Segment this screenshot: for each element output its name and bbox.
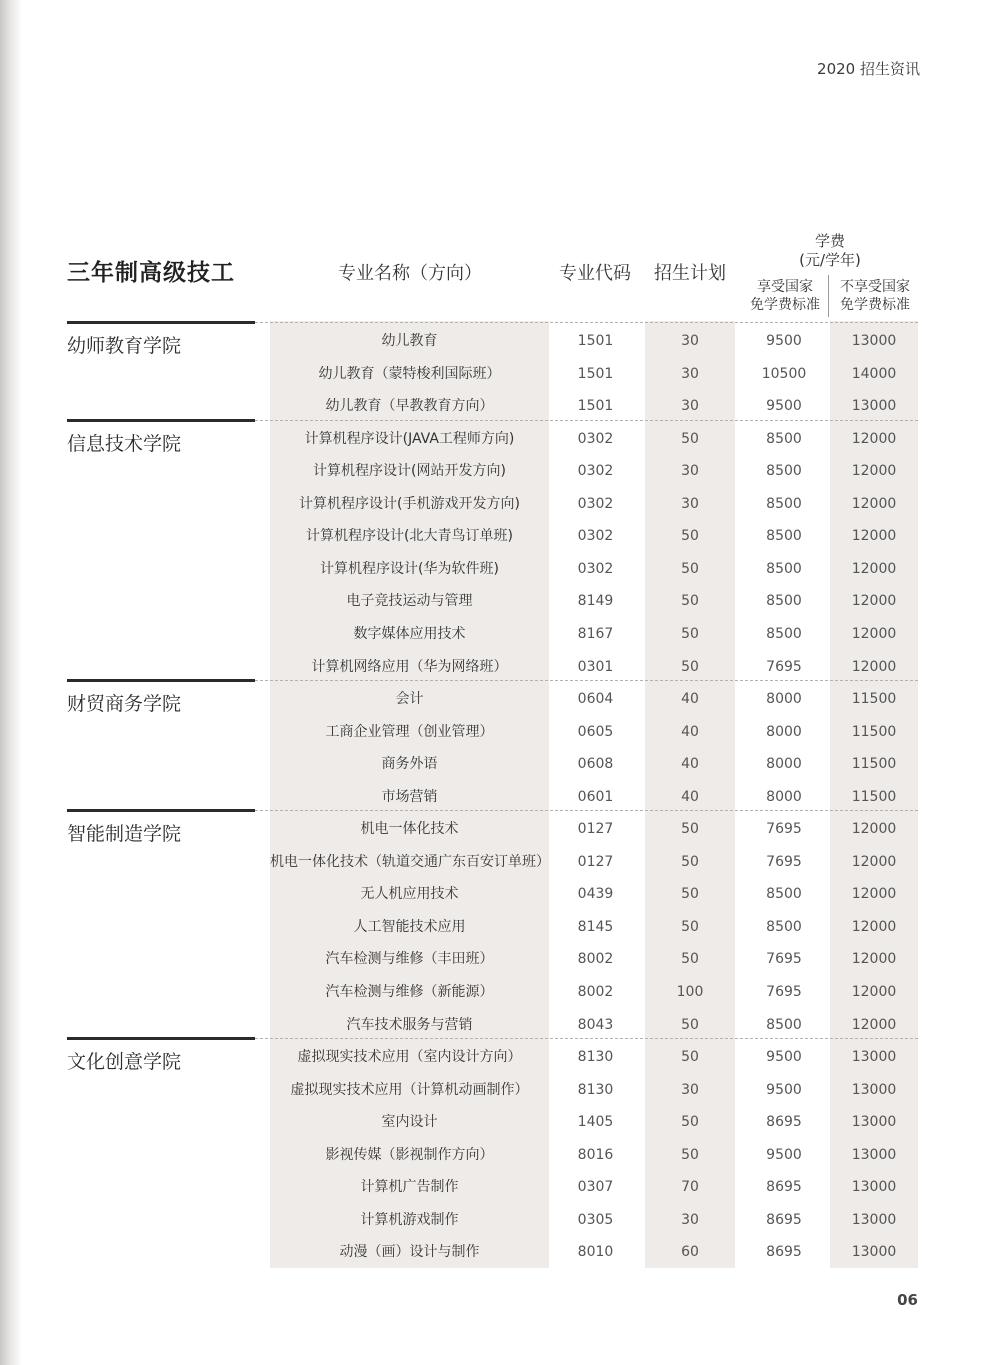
table-row — [270, 748, 918, 780]
department-dashed-rule — [255, 420, 918, 421]
major-code-cell: 0302 — [577, 430, 614, 447]
fee-enjoy-cell: 8500 — [766, 560, 802, 577]
major-code-cell: 8145 — [577, 918, 614, 935]
column-header-name: 专业名称（方向） — [338, 263, 482, 284]
table-row — [270, 325, 918, 357]
fee-enjoy-line1: 享受国家 — [757, 279, 813, 295]
enrollment-plan-cell: 40 — [681, 691, 699, 708]
enrollment-plan-cell: 50 — [681, 951, 699, 968]
department-name: 智能制造学院 — [67, 823, 182, 846]
fee-enjoy-cell: 8695 — [766, 1179, 802, 1196]
column-header-code: 专业代码 — [559, 263, 631, 284]
major-name-cell: 计算机程序设计(华为软件班) — [320, 560, 499, 577]
major-name-cell: 虚拟现实技术应用（计算机动画制作） — [290, 1081, 529, 1098]
fee-not-cell: 12000 — [851, 951, 897, 968]
fee-enjoy-cell: 8000 — [766, 723, 802, 740]
fee-not-cell: 12000 — [851, 918, 897, 935]
enrollment-plan-cell: 30 — [681, 463, 699, 480]
major-name-cell: 市场营销 — [381, 788, 438, 805]
major-code-cell: 0302 — [577, 463, 614, 480]
major-code-cell: 0307 — [577, 1179, 614, 1196]
major-name-cell: 汽车技术服务与营销 — [346, 1016, 473, 1033]
fee-not-cell: 11500 — [851, 691, 897, 708]
enrollment-plan-cell: 30 — [681, 1211, 699, 1228]
enrollment-plan-cell: 50 — [681, 1049, 699, 1066]
department-divider — [67, 1037, 255, 1040]
fee-enjoy-line2: 免学费标准 — [750, 297, 820, 313]
column-header-plan: 招生计划 — [654, 263, 726, 284]
fee-not-cell: 11500 — [851, 788, 897, 805]
major-code-cell: 8002 — [577, 984, 614, 1000]
running-header: 2020 招生资讯 — [817, 60, 920, 78]
fee-not-cell: 12000 — [851, 528, 897, 545]
enrollment-plan-cell: 50 — [681, 1016, 699, 1033]
enrollment-plan-cell: 50 — [681, 821, 699, 838]
department-dashed-rule — [255, 810, 918, 811]
major-name-cell: 幼儿教育 — [381, 333, 438, 349]
major-name-cell: 幼儿教育（蒙特梭利国际班） — [318, 365, 501, 382]
major-code-cell: 8130 — [577, 1049, 614, 1066]
fee-enjoy-cell: 8500 — [766, 625, 802, 642]
major-name-cell: 机电一体化技术（轨道交通广东百安订单班） — [270, 853, 550, 870]
major-code-cell: 0601 — [577, 788, 614, 805]
table-row — [270, 911, 918, 943]
fee-not-cell: 12000 — [851, 886, 897, 903]
fee-enjoy-cell: 7695 — [766, 951, 802, 968]
table-row — [270, 585, 918, 617]
major-code-cell: 0305 — [577, 1211, 614, 1228]
fee-enjoy-cell: 8000 — [766, 691, 802, 708]
major-name-cell: 会计 — [395, 691, 424, 708]
fee-not-cell: 13000 — [851, 1179, 897, 1196]
department-divider — [67, 321, 255, 324]
enrollment-plan-cell: 50 — [681, 853, 699, 870]
fee-enjoy-cell: 8500 — [766, 593, 802, 610]
major-code-cell: 1501 — [577, 365, 614, 382]
enrollment-plan-cell: 100 — [676, 984, 704, 1000]
table-row — [270, 390, 918, 422]
major-code-cell: 0604 — [577, 691, 614, 708]
major-name-cell: 计算机程序设计(JAVA工程师方向) — [304, 430, 515, 447]
table-row — [270, 943, 918, 975]
major-name-cell: 影视传媒（影视制作方向） — [325, 1146, 494, 1163]
table-row — [270, 976, 918, 1008]
table-row — [270, 618, 918, 650]
fee-not-cell: 13000 — [851, 1146, 897, 1163]
fee-enjoy-cell: 7695 — [766, 853, 802, 870]
table-row — [270, 1236, 918, 1268]
major-code-cell: 0302 — [577, 495, 614, 512]
fee-enjoy-cell: 9500 — [766, 1081, 802, 1098]
enrollment-plan-cell: 50 — [681, 658, 699, 675]
major-name-cell: 汽车检测与维修（新能源） — [325, 984, 494, 1000]
fee-not-cell: 12000 — [851, 853, 897, 870]
fee-not-cell: 11500 — [851, 723, 897, 740]
major-code-cell: 1501 — [577, 398, 614, 415]
fee-not-cell: 14000 — [851, 365, 897, 382]
fee-enjoy-cell: 8500 — [766, 463, 802, 480]
enrollment-plan-cell: 30 — [681, 398, 699, 415]
enrollment-plan-cell: 50 — [681, 886, 699, 903]
department-divider — [67, 809, 255, 812]
major-code-cell: 1501 — [577, 333, 614, 349]
table-row — [270, 846, 918, 878]
major-code-cell: 0301 — [577, 658, 614, 675]
table-row — [270, 1139, 918, 1171]
table-row — [270, 683, 918, 715]
enrollment-plan-cell: 50 — [681, 593, 699, 610]
fee-not-cell: 12000 — [851, 1016, 897, 1033]
fee-unit: (元/学年) — [799, 251, 861, 269]
department-name: 信息技术学院 — [67, 432, 182, 455]
fee-not-cell: 13000 — [851, 1244, 897, 1261]
major-code-cell: 0608 — [577, 756, 614, 773]
enrollment-plan-cell: 30 — [681, 495, 699, 512]
major-code-cell: 8167 — [577, 625, 614, 642]
major-code-cell: 8010 — [577, 1244, 614, 1261]
fee-enjoy-cell: 7695 — [766, 821, 802, 838]
major-name-cell: 电子竞技运动与管理 — [346, 593, 473, 610]
fee-header-divider — [828, 275, 829, 317]
fee-enjoy-cell: 8500 — [766, 430, 802, 447]
major-name-cell: 计算机程序设计(手机游戏开发方向) — [299, 495, 520, 512]
fee-enjoy-cell: 9500 — [766, 1049, 802, 1066]
major-code-cell: 8002 — [577, 951, 614, 968]
fee-not-cell: 12000 — [851, 560, 897, 577]
fee-not-cell: 12000 — [851, 984, 897, 1000]
department-dashed-rule — [255, 680, 918, 681]
fee-not-cell: 11500 — [851, 756, 897, 773]
book-spine-shadow — [0, 0, 22, 1365]
fee-enjoy-cell: 8500 — [766, 495, 802, 512]
fee-enjoy-cell: 7695 — [766, 984, 802, 1000]
table-row — [270, 1009, 918, 1041]
major-code-cell: 8130 — [577, 1081, 614, 1098]
department-name: 文化创意学院 — [67, 1051, 182, 1074]
table-row — [270, 813, 918, 845]
major-name-cell: 无人机应用技术 — [360, 886, 459, 903]
column-header-fee-not — [830, 278, 920, 314]
enrollment-plan-cell: 50 — [681, 625, 699, 642]
fee-enjoy-cell: 9500 — [766, 333, 802, 349]
enrollment-plan-cell: 30 — [681, 365, 699, 382]
fee-enjoy-cell: 9500 — [766, 1146, 802, 1163]
major-code-cell: 0439 — [577, 886, 614, 903]
fee-not-cell: 12000 — [851, 625, 897, 642]
major-name-cell: 计算机广告制作 — [360, 1179, 459, 1196]
major-name-cell: 人工智能技术应用 — [353, 918, 466, 935]
table-row — [270, 488, 918, 520]
fee-not-cell: 13000 — [851, 1081, 897, 1098]
table-row — [270, 358, 918, 390]
fee-title: 学费 — [814, 232, 845, 250]
major-code-cell: 0302 — [577, 528, 614, 545]
fee-enjoy-cell: 8500 — [766, 886, 802, 903]
major-code-cell: 0127 — [577, 821, 614, 838]
department-dashed-rule — [255, 322, 918, 323]
fee-not-cell: 12000 — [851, 463, 897, 480]
enrollment-plan-cell: 60 — [681, 1244, 699, 1261]
department-name: 幼师教育学院 — [67, 335, 182, 357]
fee-enjoy-cell: 10500 — [761, 365, 807, 382]
enrollment-plan-cell: 50 — [681, 528, 699, 545]
fee-enjoy-cell: 8695 — [766, 1244, 802, 1261]
enrollment-plan-cell: 50 — [681, 560, 699, 577]
table-row — [270, 1074, 918, 1106]
fee-not-cell: 12000 — [851, 430, 897, 447]
fee-enjoy-cell: 8500 — [766, 1016, 802, 1033]
major-name-cell: 虚拟现实技术应用（室内设计方向） — [297, 1049, 522, 1066]
fee-not-cell: 13000 — [851, 1211, 897, 1228]
enrollment-plan-cell: 50 — [681, 1114, 699, 1131]
fee-not-line1: 不享受国家 — [840, 279, 910, 295]
table-row — [270, 520, 918, 552]
fee-not-cell: 12000 — [851, 821, 897, 838]
fee-enjoy-cell: 7695 — [766, 658, 802, 675]
department-name: 财贸商务学院 — [67, 693, 182, 716]
major-code-cell: 8016 — [577, 1146, 614, 1163]
enrollment-plan-cell: 50 — [681, 1146, 699, 1163]
major-name-cell: 汽车检测与维修（丰田班） — [325, 951, 494, 968]
major-name-cell: 计算机程序设计(北大青鸟订单班) — [306, 528, 513, 545]
enrollment-plan-cell: 50 — [681, 918, 699, 935]
fee-not-cell: 12000 — [851, 495, 897, 512]
major-code-cell: 8149 — [577, 593, 614, 610]
page-number: 06 — [897, 1291, 918, 1309]
fee-enjoy-cell: 8000 — [766, 756, 802, 773]
table-row — [270, 455, 918, 487]
column-header-fee-enjoy — [740, 278, 830, 314]
major-name-cell: 机电一体化技术 — [360, 821, 459, 838]
page-title: 三年制高级技工 — [67, 260, 235, 286]
enrollment-plan-cell: 70 — [681, 1179, 699, 1196]
major-code-cell: 0127 — [577, 853, 614, 870]
fee-not-cell: 12000 — [851, 658, 897, 675]
column-header-fee — [740, 232, 920, 270]
enrollment-plan-cell: 30 — [681, 333, 699, 349]
enrollment-plan-cell: 50 — [681, 430, 699, 447]
table-row — [270, 423, 918, 455]
fee-not-cell: 12000 — [851, 593, 897, 610]
fee-enjoy-cell: 8695 — [766, 1114, 802, 1131]
fee-not-line2: 免学费标准 — [840, 297, 910, 313]
fee-enjoy-cell: 8000 — [766, 788, 802, 805]
fee-enjoy-cell: 8500 — [766, 918, 802, 935]
fee-enjoy-cell: 8695 — [766, 1211, 802, 1228]
department-divider — [67, 679, 255, 682]
department-divider — [67, 419, 255, 422]
table-row — [270, 1204, 918, 1236]
fee-not-cell: 13000 — [851, 398, 897, 415]
table-row — [270, 1171, 918, 1203]
major-name-cell: 幼儿教育（早教教育方向） — [325, 398, 494, 415]
enrollment-plan-cell: 40 — [681, 723, 699, 740]
fee-not-cell: 13000 — [851, 1049, 897, 1066]
table-row — [270, 716, 918, 748]
major-code-cell: 0605 — [577, 723, 614, 740]
table-row — [270, 781, 918, 813]
table-row — [270, 878, 918, 910]
major-name-cell: 商务外语 — [381, 756, 438, 773]
major-code-cell: 8043 — [577, 1016, 614, 1033]
fee-enjoy-cell: 9500 — [766, 398, 802, 415]
enrollment-plan-cell: 40 — [681, 788, 699, 805]
fee-not-cell: 13000 — [851, 1114, 897, 1131]
major-name-cell: 室内设计 — [381, 1114, 438, 1131]
major-name-cell: 数字媒体应用技术 — [353, 625, 466, 642]
major-code-cell: 0302 — [577, 560, 614, 577]
major-code-cell: 1405 — [577, 1114, 614, 1131]
table-row — [270, 651, 918, 683]
major-name-cell: 计算机程序设计(网站开发方向) — [313, 463, 506, 480]
fee-not-cell: 13000 — [851, 333, 897, 349]
enrollment-plan-cell: 30 — [681, 1081, 699, 1098]
major-name-cell: 工商企业管理（创业管理） — [325, 723, 494, 740]
major-name-cell: 计算机游戏制作 — [360, 1211, 459, 1228]
table-row — [270, 1041, 918, 1073]
enrollment-plan-cell: 40 — [681, 756, 699, 773]
major-name-cell: 计算机网络应用（华为网络班） — [311, 658, 508, 675]
department-dashed-rule — [255, 1038, 918, 1039]
fee-enjoy-cell: 8500 — [766, 528, 802, 545]
table-row — [270, 553, 918, 585]
table-row — [270, 1106, 918, 1138]
major-name-cell: 动漫（画）设计与制作 — [339, 1244, 480, 1261]
